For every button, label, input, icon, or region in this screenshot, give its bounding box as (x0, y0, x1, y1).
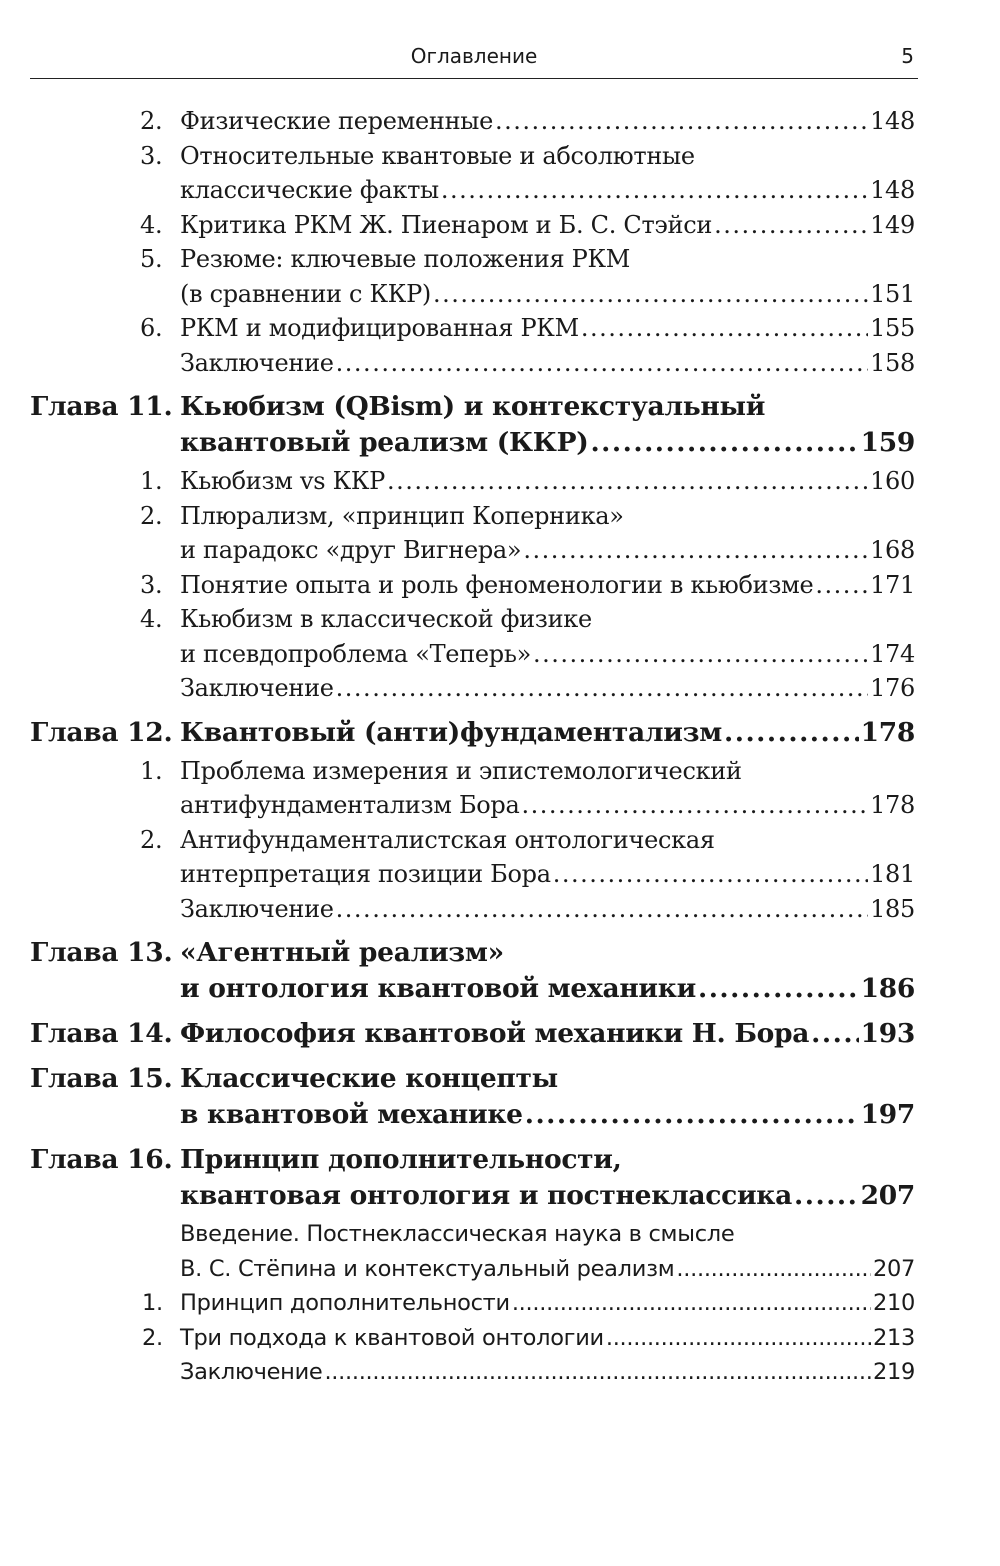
entry-title-line: Резюме: ключевые положения РКМ (180, 245, 631, 273)
entry-last-line (180, 208, 915, 243)
section-number: 3. (140, 141, 163, 170)
chapter-label: Глава 15. (30, 1063, 173, 1094)
toc-section-item[interactable] (140, 602, 915, 671)
dot-leader (815, 568, 868, 603)
entry-title-line: Кьюбизм (QBism) и контекстуальный (180, 391, 766, 422)
entry-page-number: 186 (860, 973, 915, 1004)
entry-body (180, 346, 915, 381)
entry-last-line (180, 1286, 915, 1321)
entry-body (180, 139, 915, 208)
dot-leader (441, 173, 868, 208)
dot-leader (676, 1252, 871, 1287)
entry-page-number: 168 (870, 536, 915, 564)
entry-title: в квантовой механике (180, 1099, 523, 1130)
entry-title: Заключение (180, 1359, 323, 1385)
running-title: Оглавление (410, 44, 538, 68)
toc-section-item[interactable] (140, 346, 915, 381)
entry-page-number: 178 (870, 791, 915, 819)
entry-last-line (180, 277, 915, 312)
entry-body (180, 311, 915, 346)
dot-leader (714, 208, 868, 243)
toc-section-item[interactable] (142, 1321, 915, 1356)
entry-body (180, 754, 915, 823)
entry-title: квантовый реализм (ККР) (180, 427, 589, 458)
entry-title: Заключение (180, 894, 334, 923)
entry-title: Заключение (180, 348, 334, 377)
entry-body (180, 499, 915, 568)
dot-leader (523, 533, 868, 568)
dot-leader (512, 1286, 871, 1321)
entry-title: квантовая онтология и постнеклассика (180, 1180, 793, 1211)
entry-title: Философия квантовой механики Н. Бора (180, 1018, 810, 1049)
entry-body (180, 464, 915, 499)
toc-section-item[interactable] (140, 104, 915, 139)
section-number: 1. (140, 756, 163, 785)
dot-leader (336, 671, 868, 706)
entry-title: и онтология квантовой механики (180, 973, 696, 1004)
entry-title: Понятие опыта и роль феноменологии в кьюбизме (180, 570, 814, 599)
entry-title: В. С. Стёпина и контекстуальный реализм (180, 1255, 675, 1282)
dot-leader (525, 1097, 859, 1133)
entry-title-line: Принцип дополнительности, (180, 1144, 622, 1175)
entry-body (180, 104, 915, 139)
toc-chapter[interactable] (30, 935, 915, 1007)
entry-title-line: Антифундаменталистская онтологическая (180, 825, 715, 854)
dot-leader (433, 277, 868, 312)
entry-title: Квантовый (анти)фундаментализм (180, 716, 722, 748)
entry-page-number: 181 (870, 860, 915, 888)
entry-page-number: 155 (870, 314, 915, 342)
entry-last-line (180, 464, 915, 499)
entry-last-line (180, 425, 915, 461)
toc-chapter[interactable] (30, 1142, 915, 1214)
entry-last-line (180, 1321, 915, 1356)
entry-last-line (180, 971, 915, 1007)
toc-section-item[interactable] (140, 311, 915, 346)
entry-page-number: 193 (860, 1018, 915, 1049)
entry-body (180, 892, 915, 927)
section-number: 1. (142, 1290, 163, 1316)
entry-last-line (180, 173, 915, 208)
entry-title-line: Кьюбизм в классической физике (180, 605, 592, 633)
dot-leader (324, 1355, 871, 1390)
entry-title: (в сравнении с ККР) (180, 279, 431, 308)
entry-page-number: 207 (860, 1180, 915, 1211)
entry-last-line (180, 671, 915, 706)
entry-title-line: Плюрализм, «принцип Коперника» (180, 501, 624, 530)
entry-title-line: Проблема измерения и эпистемологический (180, 756, 742, 785)
entry-last-line (180, 1178, 915, 1214)
toc-section-item[interactable] (140, 754, 915, 823)
dot-leader (553, 857, 868, 892)
section-number: 2. (140, 501, 163, 530)
toc-chapter[interactable] (30, 1061, 915, 1133)
entry-body (180, 1142, 915, 1214)
toc-section-item[interactable] (140, 464, 915, 499)
entry-last-line (180, 715, 915, 751)
entry-page-number: 148 (870, 176, 915, 204)
entry-page-number: 171 (870, 570, 915, 599)
chapter-label: Глава 14. (30, 1018, 173, 1049)
toc-section-item[interactable] (140, 139, 915, 208)
toc-section-item[interactable] (140, 242, 915, 311)
entry-page-number: 176 (870, 674, 915, 702)
dot-leader (522, 788, 869, 823)
section-number: 1. (140, 467, 163, 495)
dot-leader (336, 892, 868, 927)
entry-title: Заключение (180, 674, 334, 702)
entry-body (180, 208, 915, 243)
entry-body (180, 1321, 915, 1356)
entry-page-number: 185 (870, 894, 915, 923)
dot-leader (590, 425, 858, 461)
entry-page-number: 178 (860, 716, 915, 748)
entry-title: интерпретация позиции Бора (180, 860, 551, 888)
chapter-label: Глава 12. (30, 716, 173, 748)
entry-page-number: 149 (870, 210, 915, 239)
toc-section-item[interactable] (140, 499, 915, 568)
entry-title: антифундаментализм Бора (180, 791, 520, 819)
entry-body (180, 823, 915, 892)
section-number: 3. (140, 570, 163, 599)
entry-body (180, 389, 915, 461)
dot-leader (698, 971, 859, 1007)
entry-title: классические факты (180, 176, 439, 204)
toc-section-item[interactable] (142, 1355, 915, 1390)
entry-page-number: 160 (870, 467, 915, 495)
entry-page-number: 197 (860, 1099, 915, 1130)
entry-last-line (180, 892, 915, 927)
entry-body (180, 242, 915, 311)
entry-body (180, 1355, 915, 1390)
entry-title-line: Классические концепты (180, 1063, 558, 1094)
dot-leader (794, 1178, 859, 1214)
entry-body (180, 1217, 915, 1286)
dot-leader (724, 715, 859, 751)
section-number: 2. (140, 825, 163, 854)
section-number: 2. (142, 1324, 163, 1351)
entry-last-line (180, 1252, 915, 1287)
entry-page-number: 151 (870, 279, 915, 308)
entry-body (180, 1061, 915, 1133)
entry-last-line (180, 311, 915, 346)
entry-body (180, 602, 915, 671)
section-number: 4. (140, 210, 163, 239)
dot-leader (495, 104, 868, 139)
entry-body (180, 568, 915, 603)
entry-title: Физические переменные (180, 107, 493, 135)
entry-last-line (180, 568, 915, 603)
entry-page-number: 213 (872, 1324, 915, 1351)
entry-title: и парадокс «друг Вигнера» (180, 536, 522, 564)
entry-title: Кьюбизм vs ККР (180, 467, 385, 495)
entry-last-line (180, 788, 915, 823)
entry-title-line: «Агентный реализм» (180, 937, 504, 968)
entry-page-number: 159 (860, 427, 915, 458)
entry-title: РКМ и модифицированная РКМ (180, 314, 579, 342)
dot-leader (811, 1016, 858, 1052)
entry-body (180, 935, 915, 1007)
entry-body (180, 1016, 915, 1052)
chapter-label: Глава 16. (30, 1144, 173, 1175)
toc-section-item[interactable] (140, 568, 915, 603)
chapter-label: Глава 13. (30, 937, 173, 968)
entry-last-line (180, 533, 915, 568)
entry-body (180, 1286, 915, 1321)
dot-leader (606, 1321, 871, 1356)
section-number: 6. (140, 314, 163, 342)
entry-body (180, 715, 915, 751)
entry-last-line (180, 1016, 915, 1052)
entry-title-line: Относительные квантовые и абсолютные (180, 141, 695, 170)
toc-chapter[interactable] (30, 1016, 915, 1052)
entry-last-line (180, 1355, 915, 1390)
entry-last-line (180, 637, 915, 672)
toc-section-item[interactable] (140, 208, 915, 243)
entry-title: Три подхода к квантовой онтологии (180, 1324, 604, 1351)
entry-title: Критика РКМ Ж. Пиенаром и Б. С. Стэйси (180, 210, 713, 239)
toc-section-item[interactable] (140, 823, 915, 892)
entry-last-line (180, 857, 915, 892)
entry-page-number: 207 (872, 1255, 915, 1282)
entry-page-number: 158 (870, 348, 915, 377)
toc-intro-item[interactable] (142, 1217, 915, 1286)
entry-body (180, 671, 915, 706)
toc-section-item[interactable] (140, 892, 915, 927)
section-number: 2. (140, 107, 163, 135)
entry-title: Принцип дополнительности (180, 1290, 510, 1316)
entry-last-line (180, 1097, 915, 1133)
dot-leader (533, 637, 868, 672)
section-number: 4. (140, 605, 163, 633)
entry-title: и псевдопроблема «Теперь» (180, 639, 532, 668)
table-of-contents (30, 104, 915, 1390)
entry-last-line (180, 346, 915, 381)
toc-section-item[interactable] (142, 1286, 915, 1321)
entry-last-line (180, 104, 915, 139)
entry-page-number: 148 (870, 107, 915, 135)
dot-leader (387, 464, 868, 499)
entry-page-number: 219 (872, 1359, 915, 1385)
section-number: 5. (140, 245, 163, 273)
running-header (30, 40, 918, 79)
toc-section-item[interactable] (140, 671, 915, 706)
page-number: 5 (901, 44, 914, 68)
dot-leader (581, 311, 868, 346)
toc-chapter[interactable] (30, 715, 915, 751)
chapter-label: Глава 11. (30, 391, 173, 422)
entry-page-number: 174 (870, 639, 915, 668)
dot-leader (336, 346, 868, 381)
toc-chapter[interactable] (30, 389, 915, 461)
entry-title-line: Введение. Постнеклассическая наука в смысле (180, 1221, 735, 1247)
entry-page-number: 210 (872, 1290, 915, 1316)
